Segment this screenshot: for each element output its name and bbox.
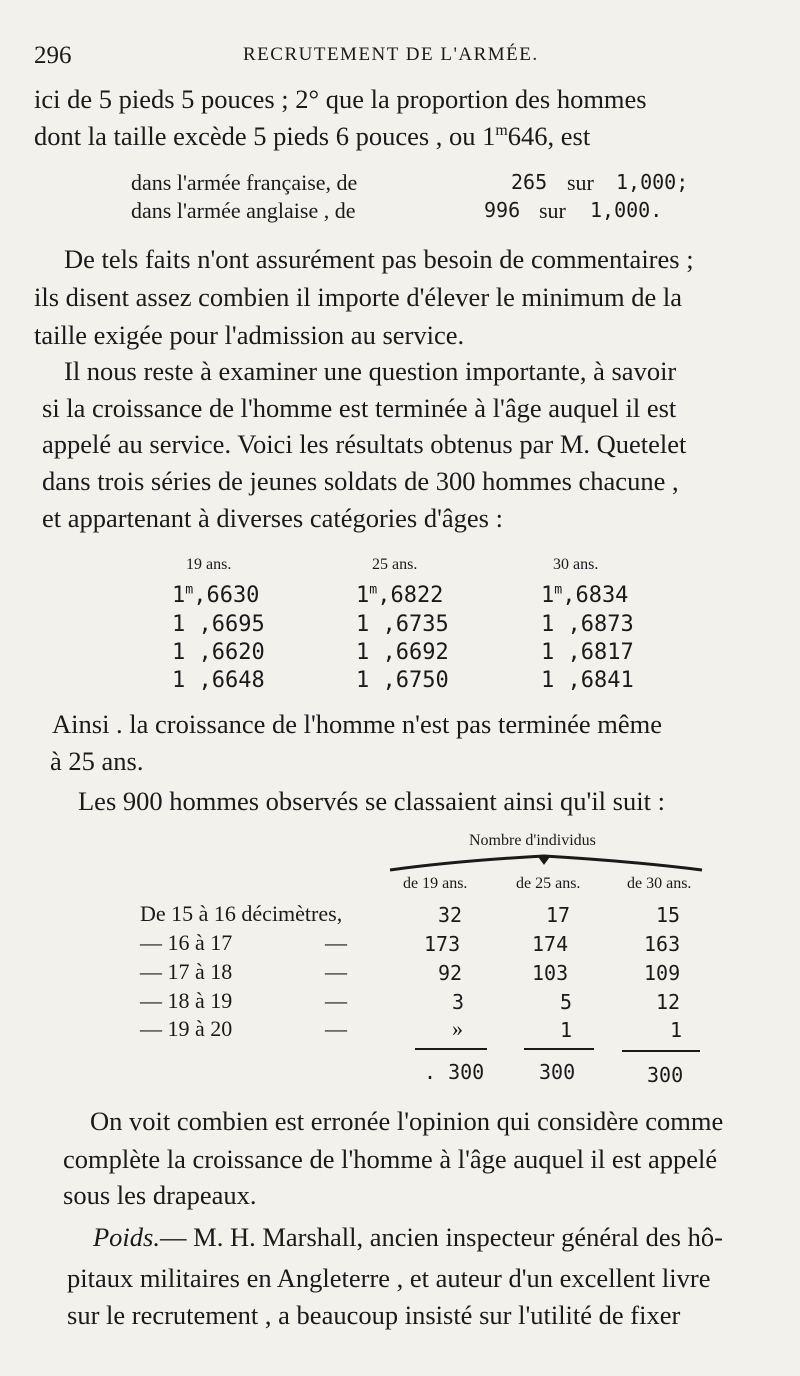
table-cell: 163	[644, 932, 681, 956]
ratio-value: 996	[484, 198, 521, 222]
table-cell: 1 ,6841	[541, 668, 634, 693]
ratio-sur: sur	[539, 198, 566, 223]
text-line: à 25 ans.	[50, 746, 144, 776]
text-line: pitaux militaires en Angleterre , et auteur d'un excellent livre	[67, 1263, 711, 1293]
sum-rule	[524, 1048, 594, 1050]
row-label: — 16 à 17	[140, 930, 233, 955]
text-line: complète la croissance de l'homme à l'âge auquel il est appelé	[63, 1144, 718, 1174]
text-line: ici de 5 pieds 5 pouces ; 2° que la proportion des hommes	[34, 84, 647, 114]
text-line: et appartenant à diverses catégories d'âges :	[42, 503, 503, 533]
row-dash: —	[325, 988, 347, 1013]
text-line: ils disent assez combien il importe d'élever le minimum de la	[34, 282, 682, 312]
table-cell: 174	[532, 932, 569, 956]
ratio-sur: sur	[567, 170, 594, 195]
row-dash: —	[325, 1016, 347, 1041]
table-cell: 1 ,6817	[541, 640, 634, 665]
total-cell: 300	[539, 1060, 576, 1084]
ratio-value: 265	[511, 170, 548, 194]
ratio-label: dans l'armée anglaise , de	[131, 198, 356, 223]
table-group-header: Nombre d'individus	[469, 832, 596, 849]
table-cell: 12	[656, 990, 681, 1014]
table-cell: 109	[644, 961, 681, 985]
table-cell: 1$^m$,6834	[541, 582, 629, 608]
total-cell: 300	[647, 1063, 684, 1087]
row-dash: —	[325, 930, 347, 955]
column-header: de 19 ans.	[403, 875, 468, 892]
row-label: — 18 à 19	[140, 988, 233, 1013]
text-line: Poids.— M. H. Marshall, ancien inspecteur général des hô-	[93, 1222, 723, 1252]
text-line: De tels faits n'ont assurément pas besoin de commentaires ;	[64, 244, 694, 274]
total-cell: . 300	[424, 1060, 485, 1084]
table-cell: 1 ,6695	[172, 612, 265, 637]
table-cell: 5	[560, 990, 573, 1014]
running-title: RECRUTEMENT DE L'ARMÉE.	[243, 44, 539, 65]
brace-decoration	[388, 852, 706, 876]
text-line: si la croissance de l'homme est terminée à l'âge auquel il est	[42, 393, 677, 423]
text-line: On voit combien est erronée l'opinion qui considère comme	[90, 1106, 724, 1136]
table-header: 30 ans.	[553, 556, 599, 573]
text-line: Il nous reste à examiner une question importante, à savoir	[64, 356, 677, 386]
table-cell: 1$^m$,6822	[356, 582, 444, 608]
table-cell: 32	[438, 903, 463, 927]
text-line: Ainsi . la croissance de l'homme n'est pas terminée même	[52, 709, 663, 739]
table-cell: 1 ,6735	[356, 612, 449, 637]
text-line: sur le recrutement , a beaucoup insisté sur l'utilité de fixer	[67, 1300, 681, 1330]
table-cell: 173	[424, 932, 461, 956]
table-cell: 17	[546, 903, 571, 927]
page-number: 296	[34, 42, 72, 69]
table-cell: 15	[656, 903, 681, 927]
table-header: 25 ans.	[372, 556, 418, 573]
text-line: sous les drapeaux.	[63, 1180, 257, 1210]
table-cell: 1	[560, 1018, 573, 1042]
sum-rule	[622, 1050, 700, 1052]
table-cell: »	[452, 1016, 463, 1041]
ratio-label: dans l'armée française, de	[131, 170, 358, 195]
row-label: — 19 à 20	[140, 1016, 233, 1041]
table-cell: 1 ,6692	[356, 640, 449, 665]
table-cell: 1 ,6750	[356, 668, 449, 693]
table-header: 19 ans.	[186, 556, 232, 573]
text-line: appelé au service. Voici les résultats obtenus par M. Quetelet	[42, 429, 687, 459]
text-line: dont la taille excède 5 pieds 6 pouces , ou 1$^m$646, est	[34, 121, 591, 151]
ratio-total: 1,000.	[590, 198, 663, 222]
text-line: dans trois séries de jeunes soldats de 300 hommes chacune ,	[42, 466, 679, 496]
table-cell: 3	[452, 990, 465, 1014]
table-cell: 1 ,6873	[541, 612, 634, 637]
table-cell: 1 ,6648	[172, 668, 265, 693]
column-header: de 30 ans.	[627, 875, 692, 892]
row-label: — 17 à 18	[140, 959, 233, 984]
ratio-total: 1,000;	[616, 170, 689, 194]
table-cell: 92	[438, 961, 463, 985]
table-cell: 1 ,6620	[172, 640, 265, 665]
table-cell: 1$^m$,6630	[172, 582, 260, 608]
text-line: taille exigée pour l'admission au service.	[34, 320, 465, 350]
row-label: De 15 à 16 décimètres,	[140, 901, 343, 926]
italic-lead: Poids.	[93, 1222, 160, 1252]
row-dash: —	[325, 959, 347, 984]
table-cell: 1	[670, 1018, 683, 1042]
column-header: de 25 ans.	[516, 875, 581, 892]
text-line: Les 900 hommes observés se classaient ainsi qu'il suit :	[78, 786, 665, 816]
table-cell: 103	[532, 961, 569, 985]
sum-rule	[415, 1048, 487, 1050]
